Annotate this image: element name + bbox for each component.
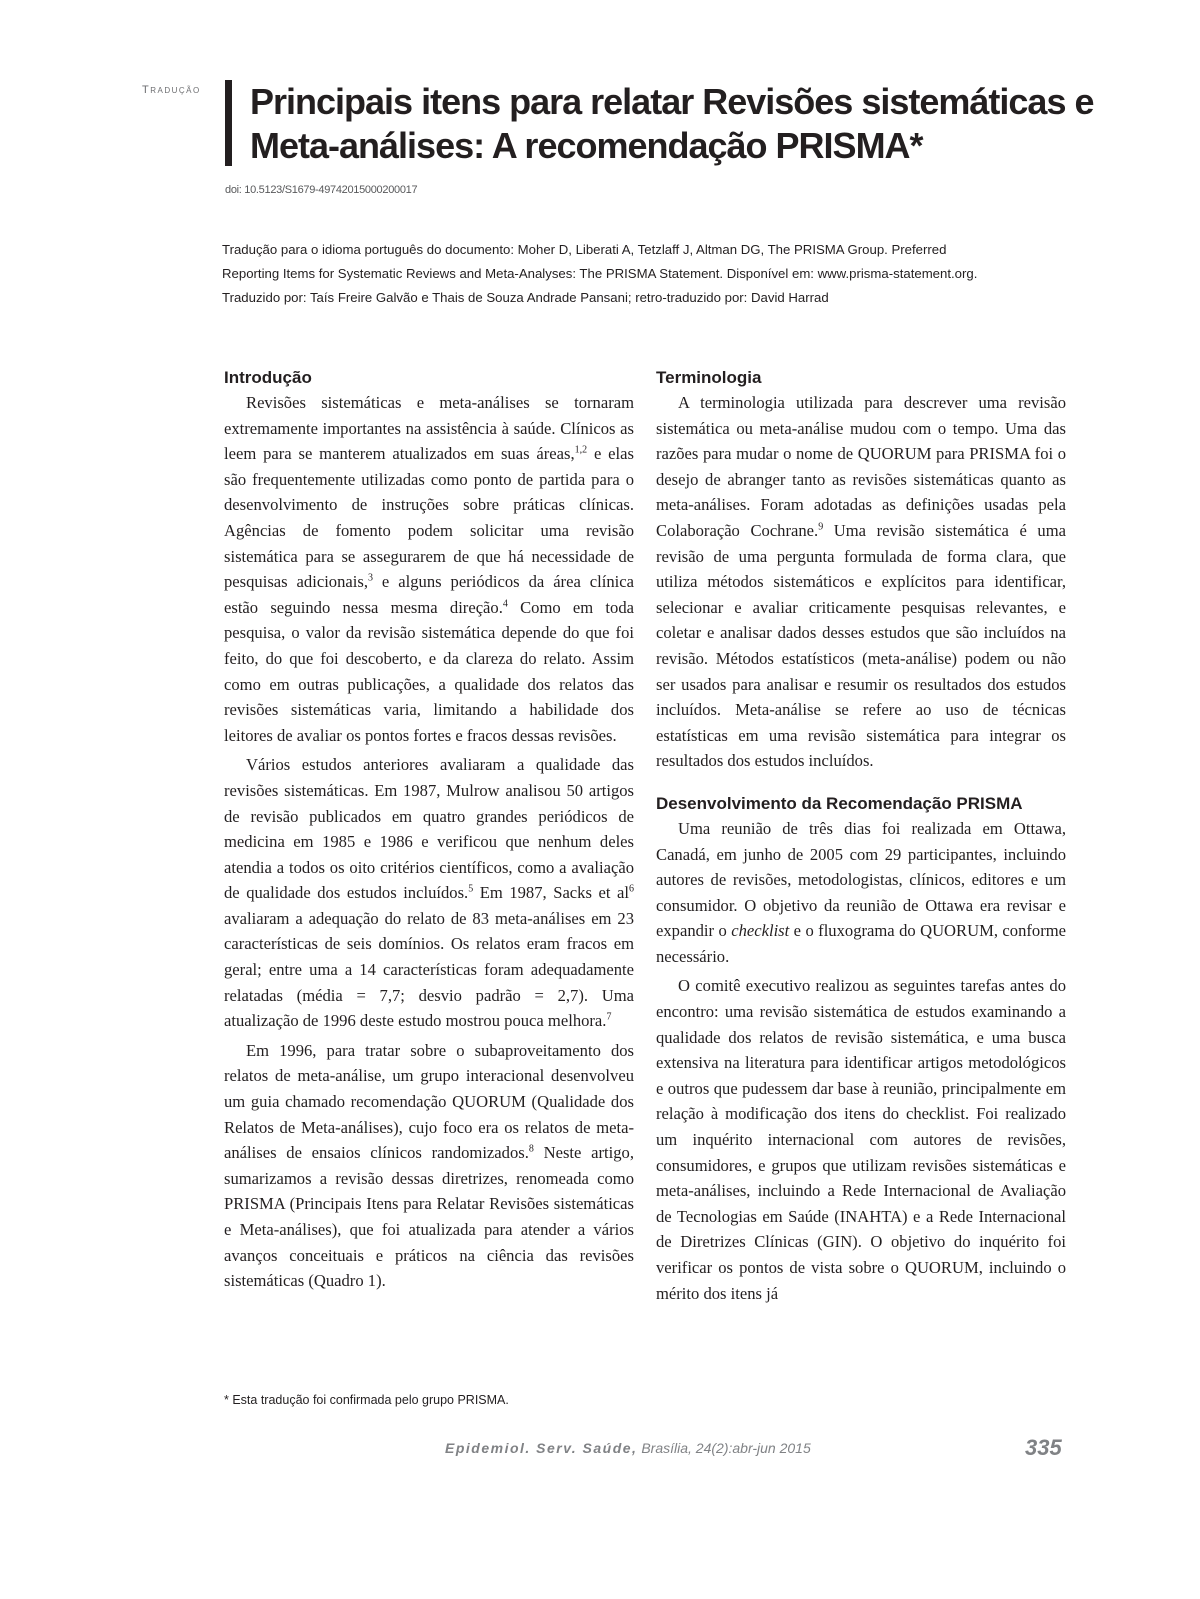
- heading-introduction: Introdução: [224, 368, 312, 387]
- paragraph: Uma reunião de três dias foi realizada em Ottawa, Canadá, em junho de 2005 com 29 participantes, incluindo autores de revisões, metodologistas, clínicos, editores e um consumidor. O objetivo da reunião de Ottawa era revisar e expandir o checklist e o fluxograma do QUORUM, conforme necessário.: [656, 818, 1066, 966]
- translation-note-line: Traduzido por: Taís Freire Galvão e Thais de Souza Andrade Pansani; retro-traduzido por: David Harrad: [222, 290, 829, 305]
- heading-development: Desenvolvimento da Recomendação PRISMA: [656, 793, 1023, 813]
- page-number: 335: [1025, 1435, 1062, 1460]
- citation: 7: [606, 1011, 612, 1023]
- citation: 4: [502, 598, 508, 610]
- paragraph: Em 1996, para tratar sobre o subaproveitamento dos relatos de meta-análise, um grupo interacional desenvolveu um guia chamado recomendação QUORUM (Qualidade dos Relatos de Meta-análises), cujo foco era os relatos de meta-análises de ensaios clínicos randomizados.$^8$ Neste artigo, sumarizamos a revisão dessas diretrizes, renomeada como PRISMA (Principais Itens para Relatar Revisões sistemáticas e Meta-análises), que foi atualizada para atender a vários avanços conceituais e práticos na ciência das revisões sistemáticas (Quadro 1).: [224, 1040, 634, 1291]
- paragraph: O comitê executivo realizou as seguintes tarefas antes do encontro: uma revisão sistemática de estudos examinando a qualidade dos relatos de revisão sistemática, e uma busca extensiva na literatura para identificar artigos metodológicos e outros que pudessem dar base à reunião, principalmente em relação à modificação dos itens do checklist. Foi realizado um inquérito internacional com autores de revisões, consumidores, e grupos que utilizam revisões sistemáticas e meta-análises, incluindo a Rede Internacional de Avaliação de Tecnologias em Saúde (INAHTA) e a Rede Internacional de Diretrizes Clínicas (GIN). O objetivo do inquérito foi verificar os pontos de vista sobre o QUORUM, incluindo o mérito dos itens já: [656, 976, 1066, 1303]
- citation: 1,2: [574, 444, 588, 456]
- citation: 5: [468, 883, 474, 895]
- doi-text: doi: 10.5123/S1679-49742015000200017: [225, 184, 418, 196]
- paragraph: Vários estudos anteriores avaliaram a qualidade das revisões sistemáticas. Em 1987, Mulrow analisou 50 artigos de revisão publicados em quatro grandes periódicos de medicina em 1985 e 1986 e verificou que nenhum deles atendia a todos os oito critérios científicos, como a avaliação de qualidade dos estudos incluídos.$^5$ Em 1987, Sacks et $al^6$ avaliaram a adequação do relato de 83 meta-análises em 23 características de seis domínios. Os relatos eram fracos em geral; entre uma a 14 características foram adequadamente relatadas (média = 7,7; desvio padrão = 2,7). Uma atualização de 1996 deste estudo mostrou pouca melhora.$^7$: [224, 755, 634, 1031]
- paragraph: Revisões sistemáticas e meta-análises se tornaram extremamente importantes na assistência à saúde. Clínicos as leem para se manterem atualizados em suas áreas,$^{1,2}$ e elas são frequentemente utilizadas como ponto de partida para o desenvolvimento de instruções sobre práticas clínicas. Agências de fomento podem solicitar uma revisão sistemática para se assegurarem de que há necessidade de pesquisas adicionais,$^3$ e alguns periódicos da área clínica estão seguindo nessa mesma direção.$^4$ Como em toda pesquisa, o valor da revisão sistemática depende do que foi feito, do que foi descoberto, e da clareza do relato. Assim como em outras publicações, a qualidade dos relatos das revisões sistemáticas varia, limitando a habilidade dos leitores de avaliar os pontos fortes e fracos dessas revisões.: [224, 393, 634, 745]
- title-accent-bar: [225, 80, 232, 166]
- footnote: * Esta tradução foi confirmada pelo grupo PRISMA.: [224, 1393, 509, 1407]
- translation-note-line: Reporting Items for Systematic Reviews and Meta-Analyses: The PRISMA Statement. Disponível em: www.prisma-statement.org.: [222, 266, 978, 281]
- translation-note: [222, 238, 1072, 310]
- citation: 3: [367, 572, 373, 584]
- citation: 9: [818, 521, 824, 533]
- right-column: [656, 366, 1066, 1306]
- translation-note-line: Tradução para o idioma português do documento: Moher D, Liberati A, Tetzlaff J, Altman DG, The PRISMA Group. Preferred: [222, 242, 947, 257]
- journal-issue: Brasília, 24(2):abr-jun 2015: [637, 1440, 811, 1456]
- heading-terminology: Terminologia: [656, 368, 762, 387]
- paragraph: A terminologia utilizada para descrever uma revisão sistemática ou meta-análise mudou com o tempo. Uma das razões para mudar o nome de QUORUM para PRISMA foi o desejo de abranger tanto as revisões sistemáticas quanto as meta-análises. Foram adotadas as definições usadas pela Colaboração Cochrane.$^9$ Uma revisão sistemática é uma revisão de uma pergunta formulada de forma clara, que utiliza métodos sistemáticos e explícitos para identificar, selecionar e avaliar criticamente pesquisas relevantes, e coletar e analisar dados desses estudos que são incluídos na revisão. Métodos estatísticos (meta-análise) podem ou não ser usados para analisar e resumir os resultados dos estudos incluídos. Meta-análise se refere ao uso de técnicas estatísticas em uma revisão sistemática para integrar os resultados dos estudos incluídos.: [656, 393, 1067, 771]
- article-title: Principais itens para relatar Revisões sistemáticas e Meta-análises: A recomendação PRISMA*: [250, 81, 1094, 166]
- citation: 8: [528, 1143, 534, 1155]
- section-tag: Tradução: [142, 84, 201, 96]
- citation: 6: [628, 883, 634, 895]
- left-column: [224, 366, 634, 1294]
- journal-citation: [445, 1440, 811, 1456]
- journal-name: Epidemiol. Serv. Saúde,: [445, 1440, 638, 1456]
